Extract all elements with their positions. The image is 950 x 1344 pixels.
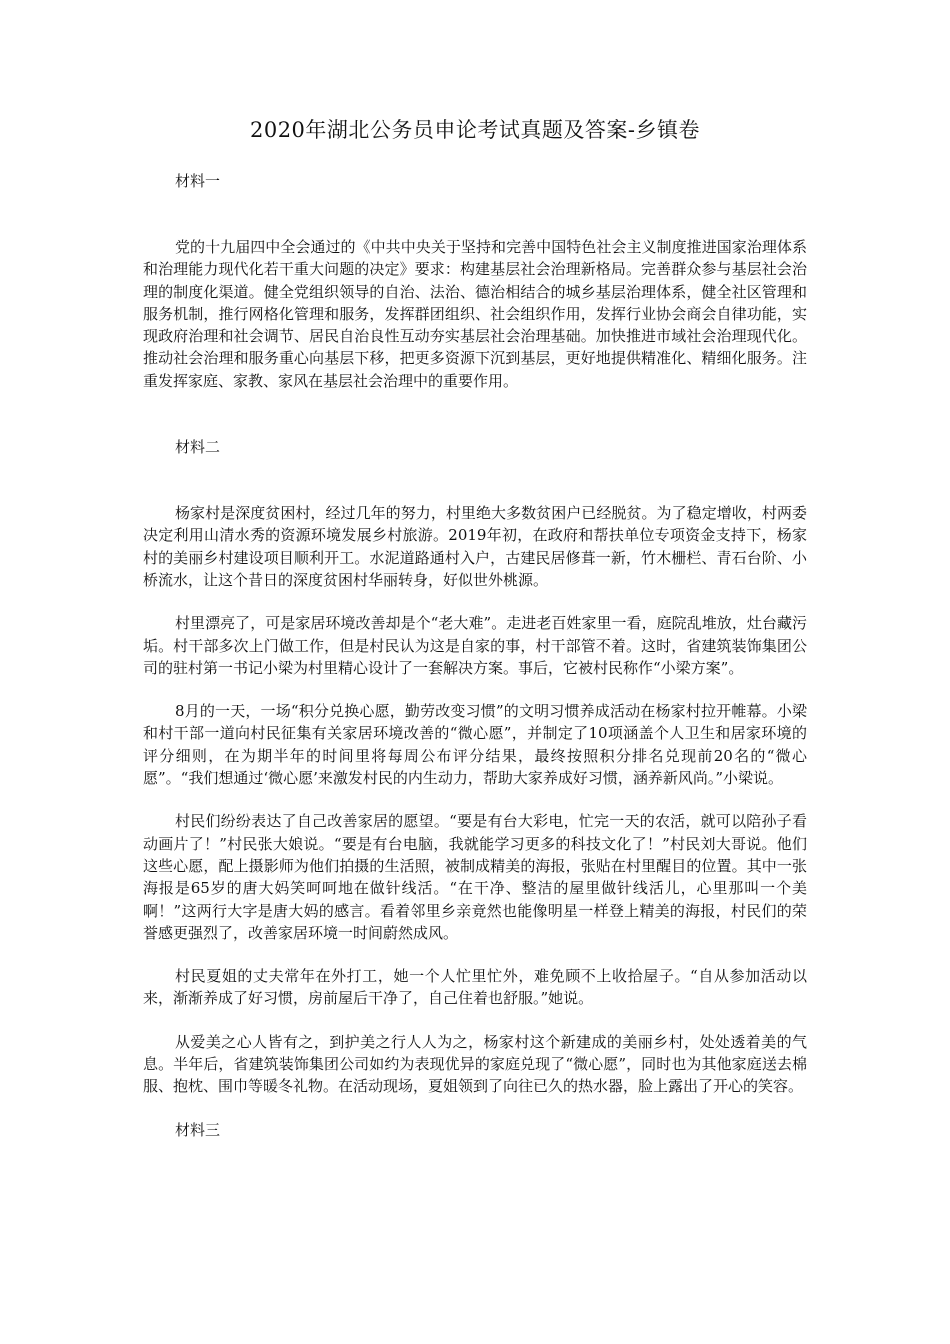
paragraph: 从爱美之心人皆有之，到护美之行人人为之，杨家村这个新建成的美丽乡村，处处透着美的气息。半年后，省建筑装饰集团公司如约为表现优异的家庭兑现了“微心愿”，同时也为其他家庭送去棉服、抱枕、围巾等暖冬礼物。在活动现场，夏姐领到了向往已久的热水器，脸上露出了开心的笑容。	[143, 1032, 807, 1096]
paragraph: 杨家村是深度贫困村，经过几年的努力，村里绝大多数贫困户已经脱贫。为了稳定增收，村两委决定利用山清水秀的资源环境发展乡村旅游。2019年初，在政府和帮扶单位专项资金支持下，杨家村的美丽乡村建设项目顺利开工。水泥道路通村入户，古建民居修葺一新，竹木栅栏、青石台阶、小桥流水，让这个昔日的深度贫困村华丽转身，好似世外桃源。	[143, 504, 807, 589]
paragraph: 村民夏姐的丈夫常年在外打工，她一个人忙里忙外，难免顾不上收拾屋子。“自从参加活动以来，渐渐养成了好习惯，房前屋后干净了，自己住着也舒服。”她说。	[143, 967, 807, 1008]
paragraph: 党的十九届四中全会通过的《中共中央关于坚持和完善中国特色社会主义制度推进国家治理体系和治理能力现代化若干重大问题的决定》要求：构建基层社会治理新格局。完善群众参与基层社会治理的制度化渠道。健全党组织领导的自治、法治、德治相结合的城乡基层治理体系，健全社区管理和服务机制，推行网格化管理和服务，发挥群团组织、社会组织作用，发挥行业协会商会自律功能，实现政府治理和社会调节、居民自治良性互动夯实基层社会治理基础。加快推进市域社会治理现代化。推动社会治理和服务重心向基层下移，把更多资源下沉到基层，更好地提供精准化、精细化服务。注重发挥家庭、家教、家风在基层社会治理中的重要作用。	[143, 238, 807, 390]
document-title: 2020年湖北公务员申论考试真题及答案-乡镇卷	[249, 118, 701, 142]
paragraph: 8月的一天，一场“积分兑换心愿，勤劳改变习惯”的文明习惯养成活动在杨家村拉开帷幕。小梁和村干部一道向村民征集有关家居环境改善的“微心愿”，并制定了10项涵盖个人卫生和居家环境的评分细则，在为期半年的时间里将每周公布评分结果，最终按照积分排名兑现前20名的“微心愿”。“我们想通过‘微心愿’来激发村民的内生动力，帮助大家养成好习惯，涵养新风尚。”小梁说。	[143, 702, 807, 788]
section-heading-3: 材料三	[175, 1120, 221, 1139]
paragraph: 村里漂亮了，可是家居环境改善却是个“老大难”。走进老百姓家里一看，庭院乱堆放，灶台藏污垢。村干部多次上门做工作，但是村民认为这是自家的事，村干部管不着。这时，省建筑装饰集团公司的驻村第一书记小梁为村里精心设计了一套解决方案。事后，它被村民称作“小梁方案”。	[143, 614, 807, 677]
section-heading-2: 材料二	[175, 438, 221, 457]
paragraph: 村民们纷纷表达了自己改善家居的愿望。“要是有台大彩电，忙完一天的农活，就可以陪孙子看动画片了！”村民张大娘说。“要是有台电脑，我就能学习更多的科技文化了！”村民刘大哥说。他们这些心愿，配上摄影师为他们拍摄的生活照，被制成精美的海报，张贴在村里醒目的位置。其中一张海报是65岁的唐大妈笑呵呵地在做针线活。“在干净、整洁的屋里做针线活儿，心里那叫一个美啊！”这两行大字是唐大妈的感言。看着邻里乡亲竟然也能像明星一样登上精美的海报，村民们的荣誉感更强烈了，改善家居环境一时间蔚然成风。	[143, 812, 807, 942]
document-body	[143, 170, 807, 1141]
section-heading-1: 材料一	[175, 172, 221, 190]
